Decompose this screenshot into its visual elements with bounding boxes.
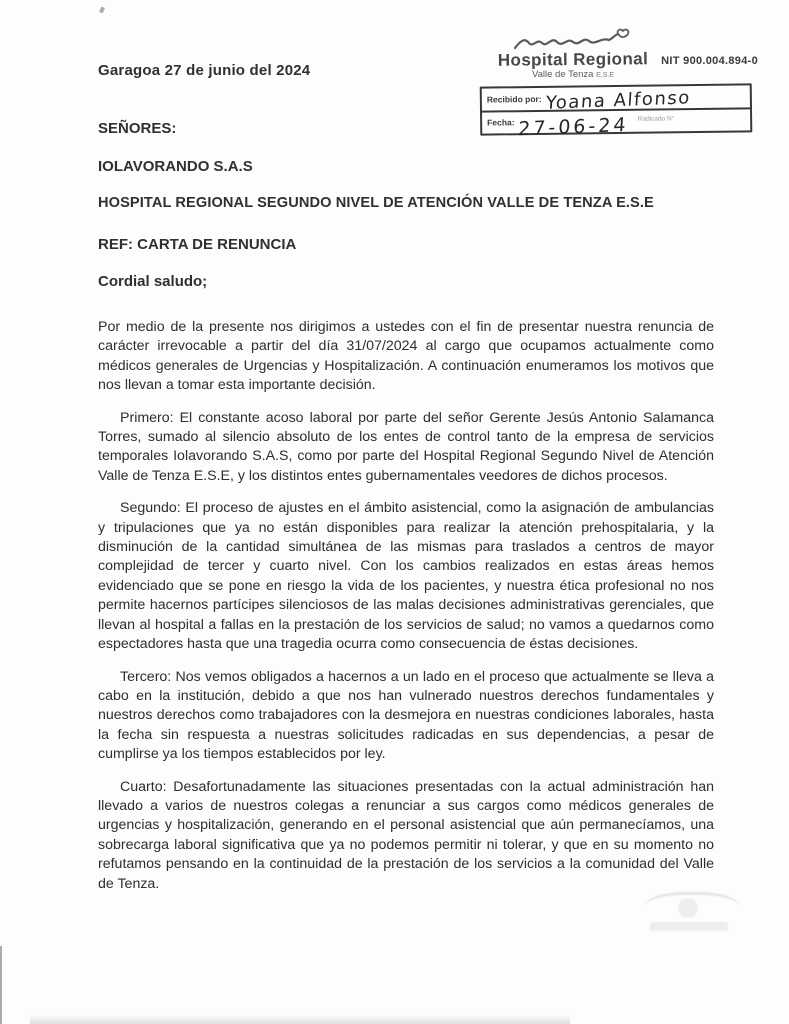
page-edge-shadow [30, 1015, 570, 1024]
paragraph-segundo: Segundo: El proceso de ajustes en el ámbito asistencial, como la asignación de ambulancias y tripulaciones que ya no están disponibles para realizar la atención prehospitalaria, y la disminución de la cantidad simultánea de las mismas para traslados a centros de mayor complejidad de tercer y cuarto nivel. Con los cambios realizados en estas áreas hemos evidenciado que se pone en riesgo la vida de los pacientes, y nuestra ética profesional no nos permite hacernos partícipes silenciosos de las malas decisiones administrativas gerenciales, que llevan al hospital a fallas en la prestación de los servicios de salud; no vamos a quedarnos como espectadores hasta que una tragedia ocurra como consecuencia de éstas decisiones. [98, 500, 714, 653]
logo-subtitle [488, 69, 658, 80]
logo-title: Hospital Regional [497, 49, 649, 70]
received-by-label: Recibido por: [486, 93, 542, 105]
received-stamp-box [480, 83, 753, 141]
recipient-hospital: HOSPITAL REGIONAL SEGUNDO NIVEL DE ATENCIÓN VALLE DE TENZA E.S.E [98, 195, 654, 211]
salutation: SEÑORES: [98, 120, 177, 137]
received-stamp [480, 28, 760, 141]
paragraph-cuarto: Cuarto: Desafortunadamente las situaciones presentadas con la actual administración han llevado a varios de nuestros colegas a renunciar a sus cargos como médicos generales de urgencias y hospitalización, generando en el personal asistencial que aún permanecíamos, una sobrecarga laboral significativa que ya no podemos permitir ni tolerar, y que en su momento no refutamos pensando en la continuidad de la prestación de los servicios a la comunidad del Valle de Tenza. [98, 778, 714, 892]
paragraph-tercero: Tercero: Nos vemos obligados a hacernos a un lado en el proceso que actualmente se lleva a cabo en la institución, debido a que nos han vulnerado nuestros derechos fundamentales y nuestros derechos como trabajadores con la desmejora en nuestras condiciones laborales, hasta la fecha sin respuesta a nuestras solicitudes radicadas en sus dependencias, a pesar de cumplirse ya los tiempos establecidos por ley. [98, 668, 714, 763]
paragraph-primero: Primero: El constante acoso laboral por parte del señor Gerente Jesús Antonio Salamanca Torres, sumado al silencio absoluto de los entes de control tanto de la empresa de servicios temporales Iolavorando S.A.S, como por parte del Hospital Regional Segundo Nivel de Atención Valle de Tenza E.S.E, y los distintos entes gubernamentales veedores de dichos procesos. [98, 409, 714, 484]
logo-subtitle-text: Valle de Tenza [532, 69, 594, 80]
greeting-line: Cordial saludo; [98, 273, 208, 290]
heartbeat-squiggle-icon [509, 28, 637, 52]
hospital-logo [488, 28, 658, 80]
stamp-date-label: Fecha: [487, 117, 515, 128]
recipient-company: IOLAVORANDO S.A.S [98, 158, 253, 175]
watermark-eye-arc-icon [642, 892, 742, 926]
page-edge-line [0, 946, 2, 1024]
watermark-eye-circle-icon [678, 898, 698, 918]
nit-number: NIT 900.004.894-0 [661, 55, 758, 67]
date-line: Garagoa 27 de junio del 2024 [98, 62, 311, 79]
scanner-watermark [636, 890, 752, 942]
watermark-illegible-text [650, 922, 728, 931]
stamp-date-row [482, 109, 750, 141]
stamp-date-handwriting: 27-06-24 [517, 113, 630, 141]
logo-subtitle-suffix: E.S.E [596, 72, 614, 79]
reference-line: REF: CARTA DE RENUNCIA [98, 236, 297, 253]
received-by-handwriting: Yoana Alfonso [544, 87, 692, 114]
radicado-label: Radicado N° [637, 115, 675, 123]
received-by-row [482, 85, 750, 112]
paragraph-intro: Por medio de la presente nos dirigimos a ustedes con el fin de presentar nuestra renuncia de carácter irrevocable a partir del día 31/07/2024 al cargo que ocupamos actualmente como médicos generales de Urgencias y Hospitalización. A continuación enumeramos los motivos que nos llevan a tomar esta importante decisión. [98, 319, 714, 394]
